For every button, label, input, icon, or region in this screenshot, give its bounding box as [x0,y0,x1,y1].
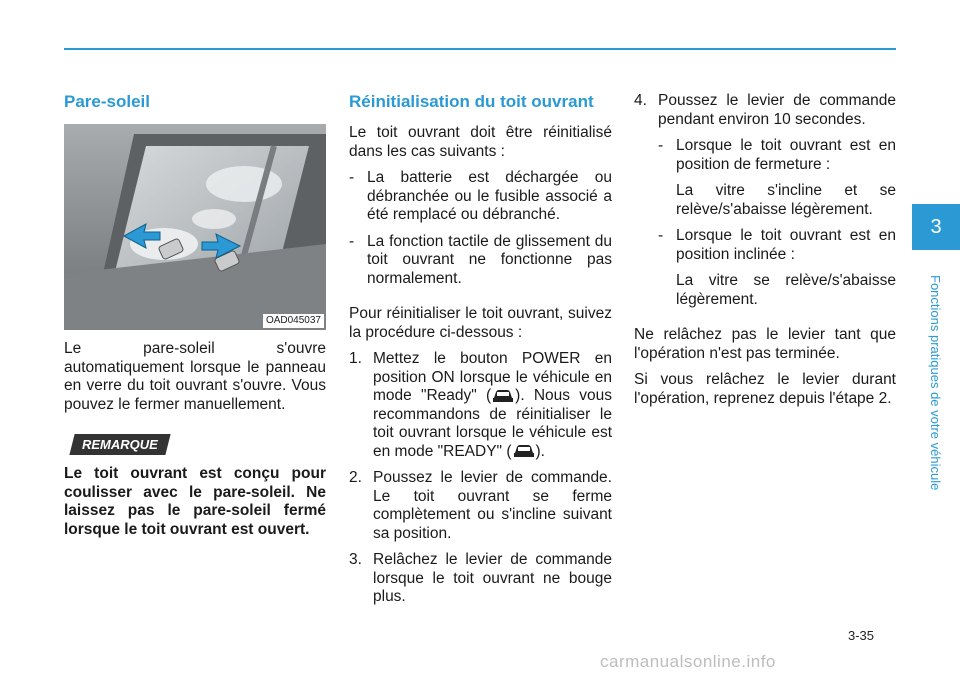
case-closed: - Lorsque le toit ouvrant est en position de fermeture : La vitre s'incline et se relève/s'abaisse légèrement. [658,137,896,218]
release-warning: Ne relâchez pas le levier tant que l'opération n'est pas terminée. [634,326,896,362]
ready-car-icon [491,388,515,404]
list-item: - La batterie est déchargée ou débranchée ou le fusible associé a été remplacé ou débranché. [349,169,612,223]
chapter-tab: 3 [912,204,960,250]
reset-intro: Le toit ouvrant doit être réinitialisé dans les cas suivants : [349,124,612,160]
note-badge [69,434,170,455]
note-badge-label: REMARQUE [82,437,158,452]
chapter-title: Fonctions pratiques de votre véhicule [928,275,943,491]
case-tilted: - Lorsque le toit ouvrant est en position inclinée : La vitre se relève/s'abaisse légèrement. [658,227,896,308]
case-result: La vitre se relève/s'abaisse légèrement. [676,272,896,308]
step-2: 2. Poussez le levier de commande. Le toit ouvrant se ferme complètement ou s'incline suivant sa position. [349,469,612,542]
step-4: 4. Poussez le levier de commande pendant environ 10 secondes. [634,92,896,128]
heading-reset: Réinitialisation du toit ouvrant [349,92,594,111]
step-3: 3. Relâchez le levier de commande lorsque le toit ouvrant ne bouge plus. [349,551,612,605]
restart-instruction: Si vous relâchez le levier durant l'opération, reprenez depuis l'étape 2. [634,371,896,407]
image-code: OAD045037 [263,314,324,328]
note-text: Le toit ouvrant est conçu pour coulisser avec le pare-soleil. Ne laissez pas le pare-soleil fermé lorsque le toit ouvrant est ouvert. [64,465,326,538]
heading-sunshade: Pare-soleil [64,92,150,111]
column-reset-continued [634,92,896,408]
sunshade-description: Le pare-soleil s'ouvre automatiquement lorsque le panneau en verre du toit ouvrant s'ouvre. Vous pouvez le fermer manuellement. [64,340,326,413]
watermark: carmanualsonline.info [600,652,776,671]
header-rule [64,48,896,50]
ready-car-icon [512,443,536,459]
sunroof-photo [64,124,326,330]
step-1: 1. Mettez le bouton POWER en position ON lorsque le véhicule en mode "Ready" ( ). Nous vous recommandons de réinitialiser le toit ouvrant lorsque le véhicule est en mode "READY" ( ). [349,350,612,460]
column-reset [349,92,612,607]
list-item: - La fonction tactile de glissement du toit ouvrant ne fonctionne pas normalement. [349,232,612,287]
page-number: 3-35 [848,628,875,643]
column-sunshade [64,92,326,539]
sunroof-illustration [64,124,326,330]
procedure-intro: Pour réinitialiser le toit ouvrant, suivez la procédure ci-dessous : [349,305,612,341]
case-result: La vitre s'incline et se relève/s'abaisse légèrement. [676,182,896,218]
